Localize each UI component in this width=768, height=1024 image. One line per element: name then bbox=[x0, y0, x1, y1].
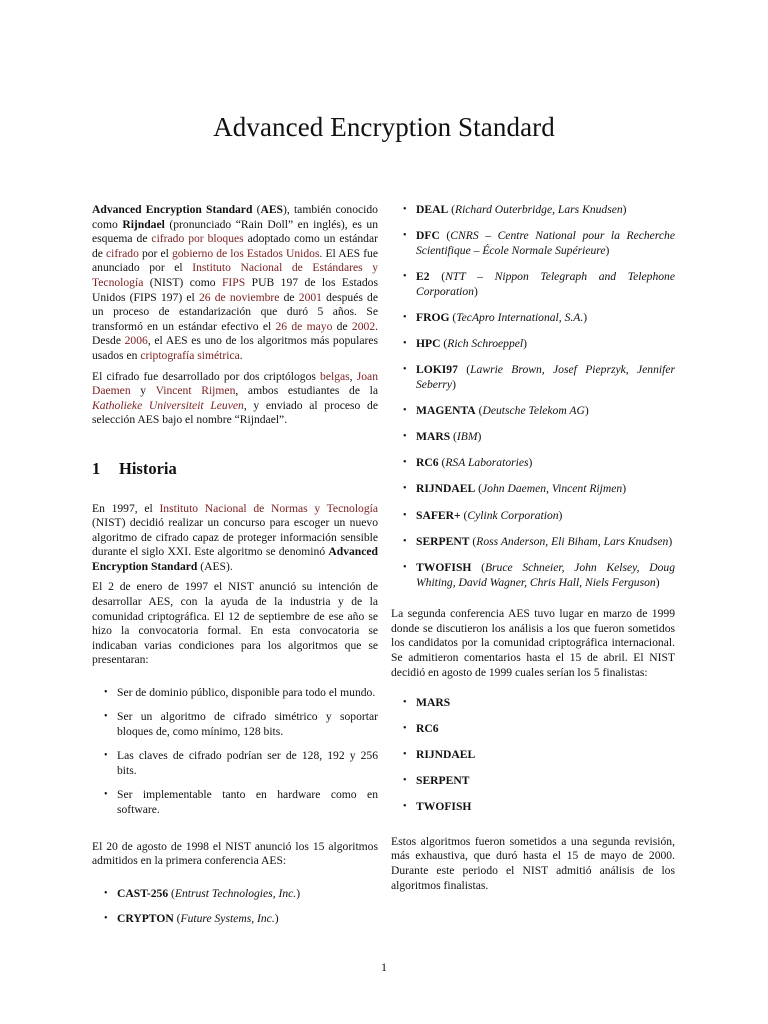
historia-paragraph-4: La segunda conferencia AES tuvo lugar en marzo de 1999 donde se discutieron los análisis a los que fueron sometidos los candidatos por la comunidad criptográfica internacional. Se admitieron comentarios hasta el 15 de abril. El NIST decidió en agosto de 1999 cuales serían los 5 finalistas: bbox=[391, 607, 675, 679]
candidate-name: DEAL bbox=[416, 203, 449, 216]
paren-close: ) bbox=[274, 912, 279, 926]
bullet-icon: • bbox=[403, 801, 407, 813]
page-number: 1 bbox=[381, 960, 387, 974]
list-item bbox=[92, 686, 378, 701]
list-item-text: Las claves de cifrado podrían ser de 128, 192 y 256 bits. bbox=[117, 749, 378, 777]
link-belgas[interactable]: belgas bbox=[320, 369, 350, 383]
candidate-org: NTT – Nippon Telegraph and Telephone Corporation bbox=[416, 269, 675, 298]
text: , y enviado al proceso de selección AES bajo el nombre “Rijndael”. bbox=[92, 398, 378, 427]
link-fips[interactable]: FIPS bbox=[221, 275, 246, 289]
link-2001[interactable]: 2001 bbox=[298, 290, 322, 304]
bullet-icon: • bbox=[403, 457, 407, 469]
page-title: Advanced Encryption Standard bbox=[213, 112, 555, 142]
bullet-icon: • bbox=[403, 723, 407, 735]
bullet-icon: • bbox=[104, 750, 108, 762]
link-joan-daemen[interactable]: Joan Daemen bbox=[92, 369, 378, 398]
paren-close: ) bbox=[477, 430, 482, 444]
candidate-org: Deutsche Telekom AG bbox=[482, 403, 585, 417]
text: (AES). bbox=[197, 559, 233, 573]
finalist-item bbox=[391, 748, 675, 763]
candidate-org: Lawrie Brown, Josef Pieprzyk, Jennifer Seberry bbox=[416, 363, 675, 391]
bullet-icon: • bbox=[403, 483, 407, 495]
candidate-name: FROG bbox=[416, 310, 450, 324]
text: después de un proceso de estandarización que duró 5 años. Se transformó en un estándar efectivo el bbox=[92, 290, 378, 333]
text: , bbox=[349, 369, 357, 383]
candidate-item bbox=[391, 482, 675, 497]
text: de bbox=[279, 290, 299, 304]
candidate-name: TWOFISH bbox=[416, 561, 472, 575]
finalists-list bbox=[391, 696, 675, 815]
paren-open: ( bbox=[168, 886, 175, 900]
text: En 1997, el bbox=[92, 501, 160, 515]
paren-close: ) bbox=[584, 403, 589, 417]
candidate-org: Richard Outerbridge, Lars Knudsen bbox=[454, 203, 623, 216]
term-aes-full: Advanced Encryption Standard bbox=[92, 545, 378, 573]
list-item-text: Ser un algoritmo de cifrado simétrico y soportar bloques de, como mínimo, 128 bits. bbox=[117, 710, 378, 739]
paren-close: ) bbox=[473, 284, 478, 298]
text: y bbox=[130, 384, 156, 398]
paren-open: ( bbox=[449, 310, 457, 324]
candidate-org: Bruce Schneier, John Kelsey, Doug Whiting, David Wagner, Chris Hall, Niels Ferguson bbox=[416, 561, 675, 589]
bullet-icon: • bbox=[403, 270, 407, 282]
text: por el bbox=[138, 246, 172, 260]
paren-open: ( bbox=[475, 482, 483, 496]
bullet-icon: • bbox=[403, 311, 407, 323]
text: (NIST) como bbox=[143, 275, 222, 289]
paren-close: ) bbox=[523, 336, 527, 350]
section-heading-historia bbox=[92, 458, 378, 478]
link-ku-leuven[interactable]: Katholieke Universiteit Leuven bbox=[92, 398, 244, 412]
finalist-item bbox=[391, 800, 675, 815]
candidate-item bbox=[391, 311, 675, 326]
paren-open: ( bbox=[448, 203, 455, 216]
finalist-item bbox=[391, 722, 675, 737]
link-gobierno-eeuu[interactable]: gobierno de los Estados Unidos bbox=[171, 246, 320, 260]
finalist-name: MARS bbox=[416, 696, 451, 710]
candidate-org: Future Systems, Inc. bbox=[180, 912, 275, 926]
candidate-org: John Daemen, Vincent Rijmen bbox=[482, 482, 623, 496]
candidate-item bbox=[391, 270, 675, 299]
text: . bbox=[239, 348, 243, 362]
paren-close: ) bbox=[583, 310, 588, 324]
left-column bbox=[92, 203, 378, 938]
candidate-org: Rich Schroeppel bbox=[447, 336, 524, 350]
paren-open: ( bbox=[429, 269, 446, 283]
paren-open: ( bbox=[475, 403, 483, 417]
text: , ambos estudiantes de la bbox=[235, 384, 379, 398]
paren-open: ( bbox=[457, 363, 471, 377]
link-cifrado[interactable]: cifrado bbox=[106, 246, 139, 260]
bullet-icon: • bbox=[403, 404, 407, 416]
paren-close: ) bbox=[296, 886, 301, 900]
candidate-item bbox=[391, 535, 675, 550]
list-item-text: Ser implementable tanto en hardware como en software. bbox=[117, 788, 378, 816]
bullet-icon: • bbox=[104, 913, 108, 925]
link-26-mayo[interactable]: 26 de mayo bbox=[275, 319, 333, 333]
bullet-icon: • bbox=[403, 697, 407, 709]
bullet-icon: • bbox=[403, 535, 407, 547]
bullet-icon: • bbox=[403, 509, 407, 521]
finalist-name: SERPENT bbox=[416, 774, 470, 788]
link-26-noviembre[interactable]: 26 de noviembre bbox=[198, 290, 280, 304]
finalist-name: RC6 bbox=[416, 722, 439, 736]
candidate-item bbox=[391, 203, 675, 218]
bullet-icon: • bbox=[403, 204, 407, 215]
text: . Desde bbox=[92, 319, 379, 348]
candidate-item bbox=[391, 404, 675, 419]
candidate-name: RC6 bbox=[416, 456, 439, 470]
link-2006[interactable]: 2006 bbox=[124, 334, 148, 348]
candidate-item bbox=[391, 229, 675, 258]
text: ), también conocido como bbox=[92, 203, 378, 231]
candidates-list-left bbox=[92, 887, 378, 927]
paren-close: ) bbox=[528, 456, 533, 470]
historia-paragraph-2: El 2 de enero de 1997 el NIST anunció su intención de desarrollar AES, con la ayuda de la industria y de la comunidad criptográfica. El 12 de septiembre de ese año se hizo la convocatoria formal. En esta convocatoria se indicaban varias condiciones para los algoritmos que se presentaran: bbox=[92, 580, 378, 667]
link-instituto-normas[interactable]: Instituto Nacional de Normas y Tecnología bbox=[159, 501, 379, 515]
candidate-item bbox=[391, 363, 675, 392]
candidate-item bbox=[391, 337, 675, 352]
finalist-name: RIJNDAEL bbox=[416, 748, 476, 762]
bullet-icon: • bbox=[104, 887, 108, 899]
link-2002[interactable]: 2002 bbox=[351, 319, 376, 333]
candidate-org: RSA Laboratories bbox=[445, 456, 529, 470]
candidate-item bbox=[92, 912, 378, 927]
candidates-list-right bbox=[391, 203, 675, 590]
criteria-list bbox=[92, 686, 378, 818]
paren-open: ( bbox=[469, 534, 477, 548]
link-criptografia-simetrica[interactable]: criptografía simétrica bbox=[140, 348, 240, 362]
text: , el AES es uno de los algoritmos más populares usados en bbox=[92, 334, 378, 362]
text: (NIST) decidió realizar un concurso para escoger un nuevo algoritmo de cifrado capaz de proteger información sensible durante el siglo XXI. Este algoritmo se denominó bbox=[92, 516, 378, 559]
list-item bbox=[92, 788, 378, 817]
bullet-icon: • bbox=[104, 711, 108, 723]
historia-paragraph-3: El 20 de agosto de 1998 el NIST anunció los 15 algoritmos admitidos en la primera conferencia AES: bbox=[92, 839, 378, 868]
intro-paragraph-1 bbox=[92, 203, 378, 364]
paren-close: ) bbox=[558, 508, 563, 522]
text: (pronunciado “Rain Doll” en inglés), es un esquema de bbox=[92, 217, 379, 246]
text: ( bbox=[252, 203, 261, 216]
finalist-item bbox=[391, 774, 675, 789]
text: PUB 197 de los Estados Unidos (FIPS 197) el bbox=[92, 275, 378, 304]
bullet-icon: • bbox=[104, 789, 108, 801]
candidate-item bbox=[92, 887, 378, 902]
right-column bbox=[391, 203, 675, 899]
candidate-item bbox=[391, 430, 675, 445]
bullet-icon: • bbox=[403, 749, 407, 761]
text: . El AES fue anunciado por el bbox=[92, 246, 378, 275]
candidate-name: E2 bbox=[416, 269, 430, 283]
candidate-name: CRYPTON bbox=[117, 912, 174, 926]
bullet-icon: • bbox=[403, 775, 407, 787]
historia-paragraph-1 bbox=[92, 502, 378, 575]
section-number: 1 bbox=[92, 458, 101, 478]
list-item bbox=[92, 749, 378, 778]
text: El cifrado fue desarrollado por dos criptólogos bbox=[92, 369, 321, 383]
historia-paragraph-5: Estos algoritmos fueron sometidos a una segunda revisión, más exhaustiva, que duró hasta el 15 de mayo de 2000. Durante este periodo el NIST admitió análisis de los algoritmos finalistas. bbox=[391, 834, 675, 892]
candidate-org: Cylink Corporation bbox=[467, 508, 559, 522]
list-item-text: Ser de dominio público, disponible para todo el mundo. bbox=[117, 686, 376, 700]
finalist-name: TWOFISH bbox=[416, 800, 472, 814]
paren-close: ) bbox=[655, 575, 660, 589]
list-item bbox=[92, 710, 378, 739]
candidate-org: Entrust Technologies, Inc. bbox=[174, 886, 297, 900]
term-aes: AES bbox=[260, 203, 284, 216]
candidate-org: IBM bbox=[456, 430, 478, 444]
link-vincent-rijmen[interactable]: Vincent Rijmen bbox=[155, 384, 236, 398]
bullet-icon: • bbox=[403, 562, 407, 574]
term-rijndael: Rijndael bbox=[122, 217, 165, 231]
paren-open: ( bbox=[438, 456, 446, 470]
candidate-item bbox=[391, 509, 675, 524]
intro-paragraph-2 bbox=[92, 370, 378, 428]
bullet-icon: • bbox=[403, 364, 407, 376]
candidate-org: CNRS – Centre National pour la Recherche Scientifique – École Normale Supérieure bbox=[416, 229, 675, 257]
bullet-icon: • bbox=[403, 337, 407, 349]
bullet-icon: • bbox=[104, 687, 108, 699]
candidate-item bbox=[391, 456, 675, 471]
text: de bbox=[332, 319, 352, 333]
candidate-name: CAST-256 bbox=[117, 886, 169, 900]
paren-close: ) bbox=[668, 534, 673, 548]
link-nist[interactable]: Instituto Nacional de Estándares y Tecnología bbox=[92, 261, 378, 289]
paren-open: ( bbox=[440, 336, 448, 350]
candidate-name: MAGENTA bbox=[416, 403, 476, 417]
paren-open: ( bbox=[460, 508, 468, 522]
candidate-name: DFC bbox=[416, 229, 440, 243]
section-title: Historia bbox=[119, 458, 177, 478]
paren-open: ( bbox=[471, 561, 485, 575]
candidate-item bbox=[391, 561, 675, 590]
candidate-name: RIJNDAEL bbox=[416, 482, 476, 496]
bullet-icon: • bbox=[403, 431, 407, 443]
bullet-icon: • bbox=[403, 230, 407, 242]
text: adoptado como un estándar de bbox=[92, 232, 378, 260]
link-cifrado-por-bloques[interactable]: cifrado por bloques bbox=[151, 232, 244, 246]
paren-open: ( bbox=[450, 430, 457, 444]
candidate-org: TecApro International, S.A. bbox=[456, 310, 584, 324]
candidate-name: MARS bbox=[416, 430, 451, 444]
paren-close: ) bbox=[452, 377, 456, 391]
paren-close: ) bbox=[622, 482, 627, 496]
paren-open: ( bbox=[173, 912, 181, 926]
paren-close: ) bbox=[622, 203, 627, 216]
finalist-item bbox=[391, 696, 675, 711]
paren-close: ) bbox=[605, 243, 610, 257]
candidate-org: Ross Anderson, Eli Biham, Lars Knudsen bbox=[476, 534, 669, 548]
candidate-name: LOKI97 bbox=[416, 363, 458, 377]
candidate-name: HPC bbox=[416, 336, 441, 350]
term-aes-full: Advanced Encryption Standard bbox=[92, 203, 253, 216]
paren-open: ( bbox=[439, 229, 451, 243]
candidate-name: SERPENT bbox=[416, 534, 470, 548]
candidate-name: SAFER+ bbox=[416, 508, 461, 522]
